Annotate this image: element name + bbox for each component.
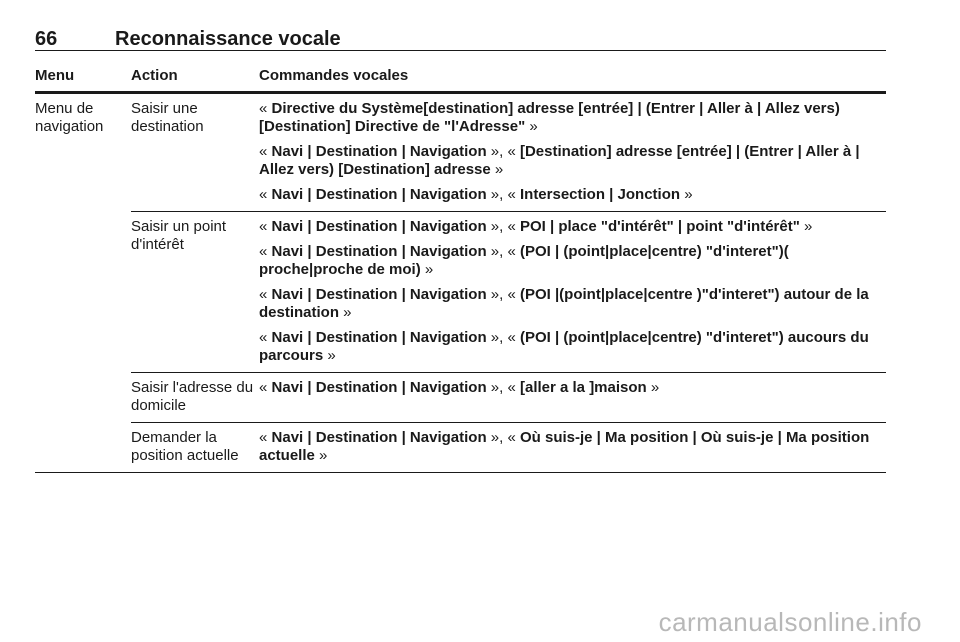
command-mid: », «: [486, 379, 520, 396]
command-b2: POI | place "d'intérêt" | point "d'intérêt": [519, 218, 800, 235]
command-post: »: [339, 304, 352, 321]
command-b2: Où suis-je | Ma position | Où suis-je | Ma position actuelle: [259, 429, 870, 464]
menu-cell-empty: [35, 423, 131, 473]
command-mid: », «: [486, 143, 520, 160]
command-post: »: [646, 379, 660, 396]
command-mid: », «: [486, 286, 520, 303]
table-row: [35, 212, 886, 373]
voice-command: [259, 143, 886, 179]
command-b1: Navi | Destination | Navigation: [271, 329, 487, 346]
watermark: carmanualsonline.info: [658, 607, 922, 637]
table-row: [35, 423, 886, 473]
command-b2: (POI |(point|place|centre )"d'interet") autour de la destination: [259, 286, 869, 321]
command-pre: «: [259, 243, 272, 260]
table-row: [35, 373, 886, 423]
table-row: [35, 93, 886, 212]
command-post: »: [490, 161, 504, 178]
command-mid: », «: [486, 218, 520, 235]
command-pre: «: [259, 429, 272, 446]
command-post: »: [680, 186, 693, 203]
command-mid: », «: [486, 329, 520, 346]
voice-command: [259, 429, 886, 465]
table-body: [35, 93, 886, 473]
command-b2: [Destination] adresse [entrée] | (Entrer | Aller à | Allez vers) [Destination] adresse: [259, 143, 860, 178]
command-b1: Navi | Destination | Navigation: [271, 429, 487, 446]
commands-cell: [259, 212, 886, 373]
column-header-commands: Commandes vocales: [259, 67, 886, 93]
column-header-menu: Menu: [35, 67, 131, 93]
command-b1: Navi | Destination | Navigation: [271, 218, 487, 235]
command-b2: (POI | (point|place|centre) "d'interet")( proche|proche de moi): [259, 243, 789, 278]
action-cell: Demander la position actuelle: [131, 423, 259, 473]
commands-cell: [259, 423, 886, 473]
voice-command: [259, 100, 886, 136]
command-b1: Navi | Destination | Navigation: [271, 286, 487, 303]
command-b2: [aller a la ]maison: [519, 379, 647, 396]
action-cell: Saisir un point d'intérêt: [131, 212, 259, 373]
column-header-action: Action: [131, 67, 259, 93]
voice-command: [259, 186, 886, 204]
command-b1: Navi | Destination | Navigation: [271, 379, 487, 396]
command-pre: «: [259, 379, 272, 396]
command-pre: «: [259, 186, 272, 203]
command-pre: «: [259, 329, 272, 346]
voice-commands-table: [35, 67, 886, 473]
command-post: »: [799, 218, 813, 235]
command-mid: », «: [486, 186, 520, 203]
command-pre: «: [259, 143, 272, 160]
page-number: 66: [35, 28, 58, 50]
command-pre: «: [259, 286, 272, 303]
manual-page: [35, 0, 886, 473]
voice-command: [259, 329, 886, 365]
voice-command: [259, 286, 886, 322]
action-cell: Saisir une destination: [131, 93, 259, 212]
page-title: Reconnaissance vocale: [115, 28, 341, 50]
command-pre: «: [259, 218, 272, 235]
command-b2: Intersection | Jonction: [519, 186, 681, 203]
commands-cell: [259, 373, 886, 423]
command-post: »: [323, 347, 336, 364]
voice-command: [259, 379, 886, 397]
commands-cell: [259, 93, 886, 212]
command-b1: Navi | Destination | Navigation: [271, 143, 487, 160]
action-cell: Saisir l'adresse du domicile: [131, 373, 259, 423]
command-mid: », «: [486, 429, 520, 446]
command-post: »: [525, 118, 538, 135]
voice-command: [259, 243, 886, 279]
command-b2: (POI | (point|place|centre) "d'interet") aucours du parcours: [259, 329, 869, 364]
voice-command: [259, 218, 886, 236]
command-mid: », «: [486, 243, 520, 260]
command-pre: «: [259, 100, 272, 117]
table-header-row: [35, 67, 886, 93]
menu-cell: Menu de navigation: [35, 100, 104, 135]
page-header: [35, 0, 886, 51]
command-b1: Navi | Destination | Navigation: [271, 243, 487, 260]
command-post: »: [420, 261, 434, 278]
command-b1: Navi | Destination | Navigation: [271, 186, 487, 203]
command-b1: Directive du Système[destination] adresse [entrée] | (Entrer | Aller à | Allez vers) [Destination] Directive de "l'Adresse": [259, 100, 840, 135]
command-post: »: [314, 447, 328, 464]
